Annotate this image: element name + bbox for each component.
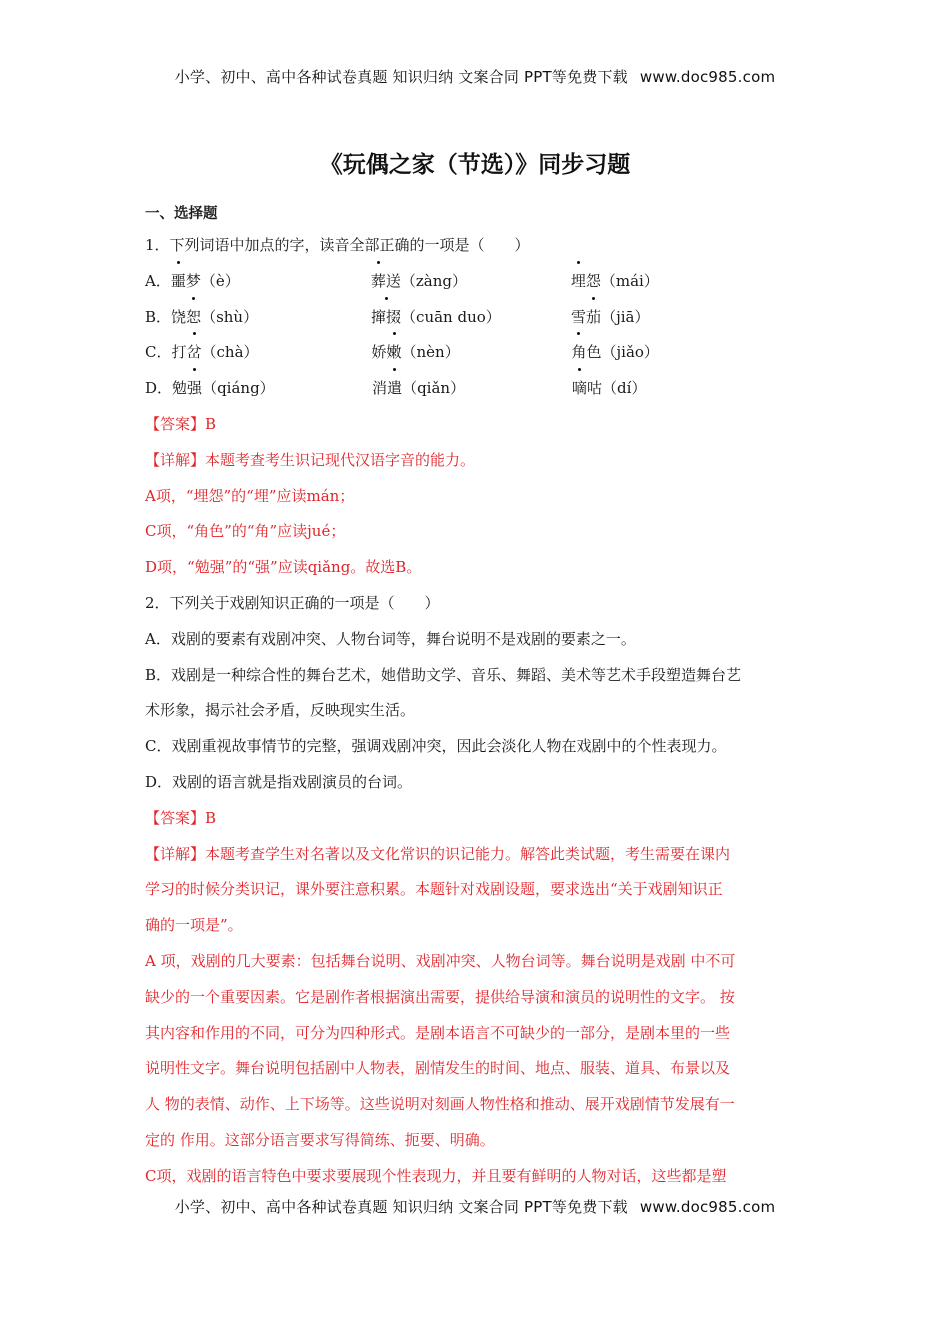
dotted-char: 埋 [571,264,586,300]
option-label: C． [145,343,172,362]
dotted-char: 角 [571,335,586,371]
option-label: A． [145,271,171,290]
question-2-explanation-line: 其内容和作用的不同，可分为四种形式。是剧本语言不可缺少的一部分，是剧本里的一些 [145,1023,731,1042]
option-item: 雪茄（jiā） [571,300,649,336]
question-2-option-b: B．戏剧是一种综合性的舞台艺术，她借助文学、音乐、舞蹈、美术等艺术手段塑造舞台艺 [145,665,742,684]
dotted-char: 嫩 [387,335,402,371]
question-1-answer: 【答案】B [145,414,217,433]
footer-banner-url[interactable]: www.doc985.com [639,1198,776,1216]
page-title: 《玩偶之家（节选）》同步习题 [319,152,631,178]
dotted-char: 茄 [586,300,601,336]
option-item: 勉强（qiáng） [172,371,372,407]
dotted-char: 岔 [187,335,202,371]
question-2-option-b-cont: 术形象，揭示社会矛盾，反映现实生活。 [145,701,416,720]
option-item: 葬送（zàng） [371,264,571,300]
option-item: 饶恕（shù） [171,300,371,336]
question-1-explanation-line: A项，“埋怨”的“埋”应读mán； [145,486,355,505]
question-1-option-d [145,371,810,407]
option-item: 嘀咕（dí） [572,371,646,407]
question-1-explanation-line: 【详解】本题考查考生识记现代汉语字音的能力。 [145,450,476,469]
question-2-stem: 2．下列关于戏剧知识正确的一项是（ ） [145,593,440,612]
question-1-stem: 1．下列词语中加点的字，读音全部正确的一项是（ ） [145,236,530,254]
dotted-char: 嘀 [572,371,587,407]
question-2-explanation-line: 缺少的一个重要因素。它是剧作者根据演出需要，提供给导演和演员的说明性的文字。 按 [145,987,735,1006]
option-label: B． [145,307,172,326]
question-1-explanation-line: D项，“勉强”的“强”应读qiǎng。故选B。 [145,558,422,577]
option-item: 噩梦（è） [171,264,371,300]
header-banner-url[interactable]: www.doc985.com [639,68,776,86]
question-2-option-d: D．戏剧的语言就是指戏剧演员的台词。 [145,772,413,791]
question-2-explanation-line: 说明性文字。舞台说明包括剧中人物表，剧情发生的时间、地点、服装、道具、布景以及 [145,1059,731,1078]
header-banner [0,66,950,87]
dotted-char: 葬 [371,264,386,300]
dotted-char: 恕 [186,300,201,336]
question-2-explanation-line: 人 物的表情、动作、上下场等。这些说明对刻画人物性格和推动、展开戏剧情节发展有一 [145,1095,735,1114]
dotted-char: 遣 [387,371,402,407]
option-item: 打岔（chà） [171,335,371,371]
footer-banner [0,1196,950,1217]
option-item: 娇嫩（nèn） [371,335,571,371]
question-2-explanation-line: 【详解】本题考查学生对名著以及文化常识的识记能力。解答此类试题，考生需要在课内 [145,844,731,863]
option-item: 撺掇（cuān duo） [371,300,571,336]
question-2-explanation-line: C项，戏剧的语言特色中要求要展现个性表现力，并且要有鲜明的人物对话，这些都是塑 [145,1166,727,1185]
option-item: 埋怨（mái） [571,264,659,300]
question-2-explanation-line: 定的 作用。这部分语言要求写得简练、扼要、明确。 [145,1130,495,1149]
question-2-explanation-line: A 项，戏剧的几大要素：包括舞台说明、戏剧冲突、人物台词等。舞台说明是戏剧 中不可 [145,951,736,970]
option-item: 消遣（qiǎn） [372,371,572,407]
question-2-option-a: A．戏剧的要素有戏剧冲突、人物台词等，舞台说明不是戏剧的要素之一。 [145,629,636,648]
option-label: D． [145,379,173,398]
section-heading: 一、选择题 [145,206,218,222]
dotted-char: 撺掇 [371,300,401,336]
dotted-char: 噩 [171,264,186,300]
question-2-explanation-line: 确的一项是”。 [145,916,243,935]
question-1-option-c [145,335,810,371]
document-body [145,200,810,1195]
question-2-option-c: C．戏剧重视故事情节的完整，强调戏剧冲突，因此会淡化人物在戏剧中的个性表现力。 [145,737,727,756]
option-item: 角色（jiǎo） [571,335,658,371]
question-1-explanation-line: C项，“角色”的“角”应读jué； [145,522,346,541]
question-1-option-b [145,300,810,336]
footer-banner-text: 小学、初中、高中各种试卷真题 知识归纳 文案合同 PPT等免费下载 [174,1198,628,1216]
question-2-answer: 【答案】B [145,808,217,827]
dotted-char: 强 [187,371,202,407]
question-2-explanation-line: 学习的时候分类识记，课外要注意积累。本题针对戏剧设题，要求选出“关于戏剧知识正 [145,880,723,899]
question-1-option-a [145,264,810,300]
header-banner-text: 小学、初中、高中各种试卷真题 知识归纳 文案合同 PPT等免费下载 [174,68,628,86]
